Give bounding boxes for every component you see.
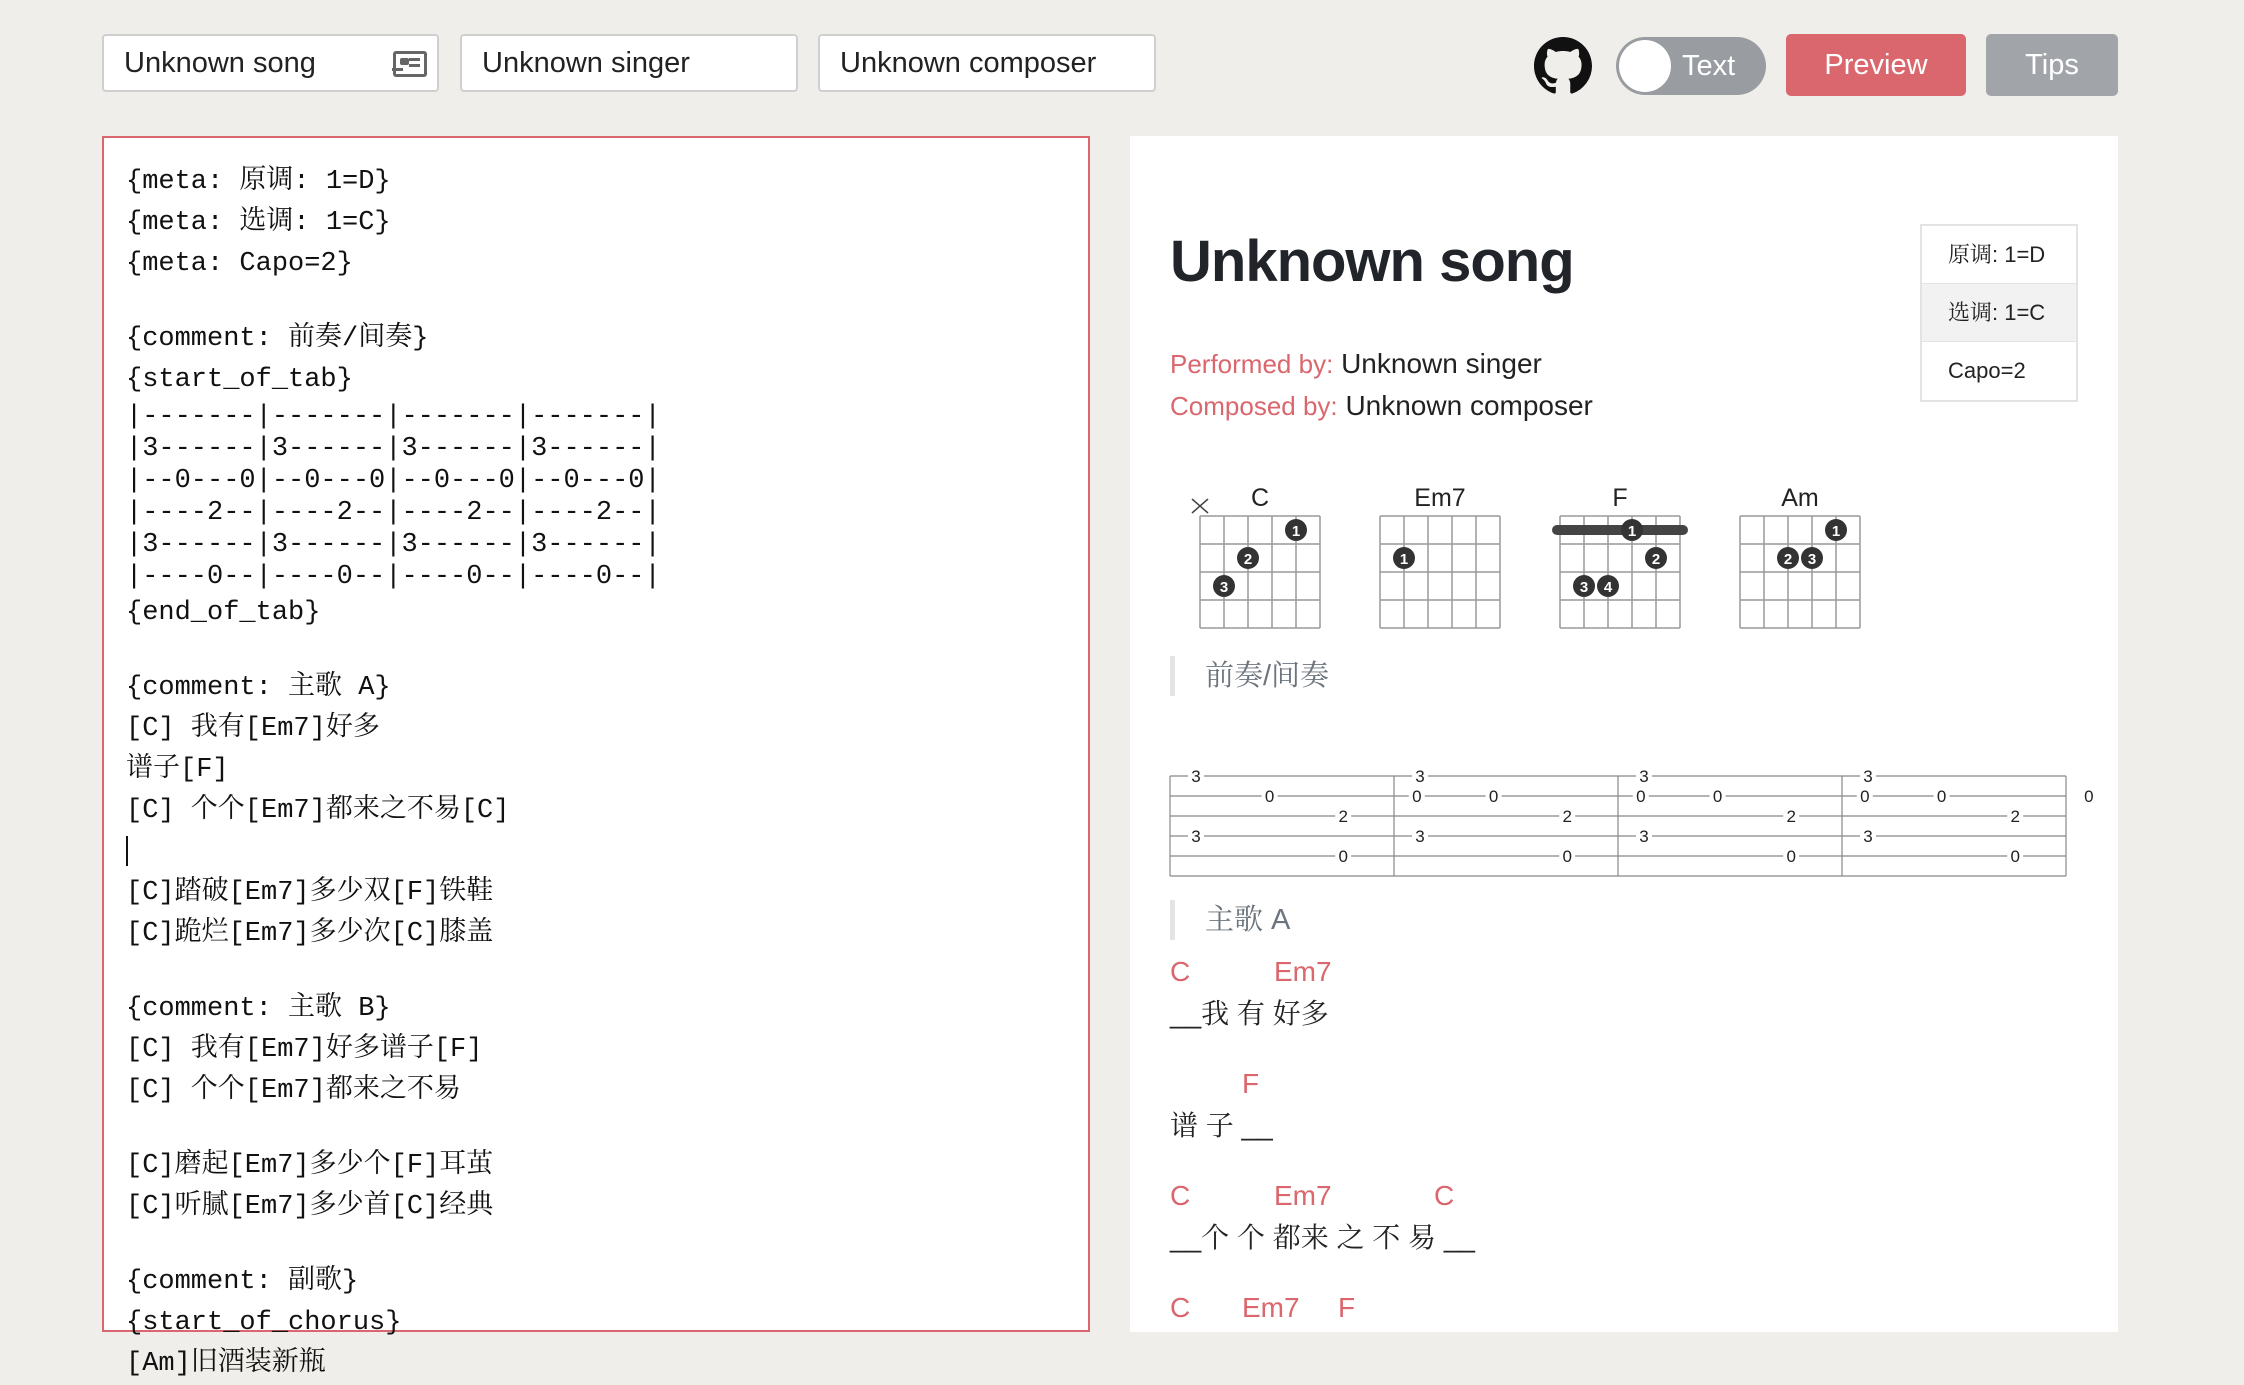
section-intro: 前奏/间奏 <box>1170 656 1329 696</box>
tab-note: 2 <box>1562 807 1572 826</box>
toggle-label: Text <box>1682 50 1736 82</box>
tab-note: 3 <box>1639 767 1649 786</box>
text-mode-toggle[interactable] <box>1616 37 1766 95</box>
editor-line: {meta: Capo=2} <box>126 249 353 279</box>
editor-line: [C] 个个[Em7]都来之不易[C] <box>126 796 510 826</box>
tab-note: 3 <box>1863 767 1873 786</box>
singer-input[interactable] <box>460 34 798 92</box>
editor-line: [C]跪烂[Em7]多少次[C]膝盖 <box>126 919 494 949</box>
editor-line <box>126 1228 1088 1262</box>
tab-note: 0 <box>1264 787 1275 806</box>
tab-note: 3 <box>1191 827 1201 846</box>
finger-number: 2 <box>1651 551 1661 568</box>
editor-line: |3------|3------|3------|3------| <box>126 530 661 560</box>
original-key: 原调: 1=D <box>1922 226 2076 284</box>
tab-note: 0 <box>1338 847 1348 866</box>
lyric-chord: C <box>1170 956 1191 987</box>
chord-name: Em7 <box>1414 484 1466 512</box>
editor-line: |3------|3------|3------|3------| <box>126 434 661 464</box>
tab-note: 0 <box>1936 787 1947 806</box>
editor-line: [C]听腻[Em7]多少首[C]经典 <box>126 1192 494 1222</box>
lyric-chord: F <box>1242 1068 1260 1099</box>
tab-note: 0 <box>1636 787 1646 806</box>
editor-line: {comment: 主歌 A} <box>126 673 391 703</box>
tab-note: 0 <box>1488 787 1499 806</box>
tab-note: 0 <box>1786 847 1796 866</box>
editor-line: {comment: 前奏/间奏} <box>126 324 429 354</box>
song-preview <box>1130 136 2118 1332</box>
lyric-chord: C <box>1434 1180 1455 1211</box>
tab-note: 2 <box>1338 807 1348 826</box>
finger-number: 4 <box>1603 579 1613 596</box>
preview-button[interactable]: Preview <box>1786 34 1966 96</box>
song-title-value: Unknown song <box>124 47 316 79</box>
tab-note: 0 <box>2010 847 2020 866</box>
editor-line: [C]磨起[Em7]多少个[F]耳茧 <box>126 1151 494 1181</box>
finger-number: 1 <box>1831 523 1841 540</box>
performed-by <box>1170 348 1542 380</box>
performed-value: Unknown singer <box>1341 348 1542 379</box>
tab-note: 0 <box>1860 787 1870 806</box>
composer-value: Unknown composer <box>840 47 1097 79</box>
chord-diagrams <box>1170 466 1841 766</box>
finger-number: 1 <box>1627 523 1637 540</box>
editor-line: |----0--|----0--|----0--|----0--| <box>126 562 661 592</box>
composer-input[interactable] <box>818 34 1156 92</box>
tab-note: 0 <box>2084 787 2094 806</box>
chord-name: C <box>1250 484 1270 512</box>
tab-note: 3 <box>1415 767 1425 786</box>
lyric-chord: Em7 <box>1274 1180 1332 1211</box>
tips-button[interactable]: Tips <box>1986 34 2118 96</box>
tab-note: 2 <box>1786 807 1796 826</box>
editor-line: |----2--|----2--|----2--|----2--| <box>126 498 661 528</box>
editor-line: {meta: 选调: 1=C} <box>126 208 391 238</box>
editor-line <box>126 955 1088 989</box>
lyric-chord: C <box>1170 1292 1191 1323</box>
key-info-box <box>1920 224 2078 402</box>
editor-line: |-------|-------|-------|-------| <box>126 402 661 432</box>
editor-line: |--0---0|--0---0|--0---0|--0---0| <box>126 466 661 496</box>
lyric-chord: Em7 <box>1242 1292 1300 1323</box>
lyric-words: __个 个 都来 之 不 易 __ <box>1170 1222 1475 1253</box>
tab-note: 0 <box>1412 787 1422 806</box>
editor-line: [C]踏破[Em7]多少双[F]铁鞋 <box>126 878 494 908</box>
editor-line: {comment: 副歌} <box>126 1267 359 1297</box>
lyric-words: __我 有 好多 <box>1170 998 1329 1029</box>
chordpro-editor[interactable] <box>102 136 1090 1379</box>
editor-line: [C] 我有[Em7]好多谱子[F] <box>126 1035 483 1065</box>
editor-line <box>126 285 1088 319</box>
section-verse-a: 主歌 A <box>1170 900 1290 940</box>
id-card-icon[interactable] <box>393 51 427 77</box>
preview-song-title: Unknown song <box>1170 229 1574 294</box>
finger-number: 1 <box>1399 551 1409 568</box>
tab-note: 3 <box>1415 827 1425 846</box>
editor-line: {meta: 原调: 1=D} <box>126 167 391 197</box>
lyric-chord: Em7 <box>1274 956 1332 987</box>
editor-line: {end_of_tab} <box>126 598 321 628</box>
finger-number: 2 <box>1243 551 1253 568</box>
finger-number: 3 <box>1807 551 1817 568</box>
singer-value: Unknown singer <box>482 47 690 79</box>
github-icon[interactable] <box>1534 37 1592 95</box>
editor-line: {comment: 主歌 B} <box>126 994 391 1024</box>
finger-number: 1 <box>1291 523 1301 540</box>
tab-note: 3 <box>1863 827 1873 846</box>
text-cursor <box>126 836 128 866</box>
tab-note: 3 <box>1639 827 1649 846</box>
editor-line: {start_of_chorus} <box>126 1308 402 1338</box>
capo: Capo=2 <box>1948 358 2026 383</box>
editor-line: 谱子[F] <box>126 755 229 785</box>
tab-note: 3 <box>1191 767 1201 786</box>
song-title-input[interactable] <box>102 34 439 92</box>
finger-number: 3 <box>1579 579 1589 596</box>
chord-name: F <box>1612 484 1628 512</box>
composed-label: Composed by: <box>1170 391 1338 421</box>
editor-line <box>126 634 1088 668</box>
performed-label: Performed by: <box>1170 349 1334 379</box>
editor-line: [Am]旧酒装新瓶 <box>126 1349 326 1379</box>
editor-line: {start_of_tab} <box>126 365 353 395</box>
tab-note: 0 <box>1562 847 1572 866</box>
lyric-chord: F <box>1338 1292 1356 1323</box>
chord-name: Am <box>1781 484 1819 512</box>
editor-line <box>126 1112 1088 1146</box>
tab-note: 0 <box>1712 787 1723 806</box>
editor-line <box>126 832 1088 873</box>
composed-value: Unknown composer <box>1345 390 1593 421</box>
toggle-knob <box>1619 40 1671 92</box>
editor-line: [C] 个个[Em7]都来之不易 <box>126 1076 461 1106</box>
finger-number: 3 <box>1219 579 1229 596</box>
tab-note: 2 <box>2010 807 2020 826</box>
lyric-chord: C <box>1170 1180 1191 1211</box>
composed-by <box>1170 390 1593 422</box>
editor-line: [C] 我有[Em7]好多 <box>126 714 380 744</box>
selected-key: 选调: 1=C <box>1922 284 2076 342</box>
finger-number: 2 <box>1783 551 1793 568</box>
tab-staff <box>1168 766 2094 876</box>
lyric-words: 谱 子 __ <box>1170 1110 1273 1141</box>
